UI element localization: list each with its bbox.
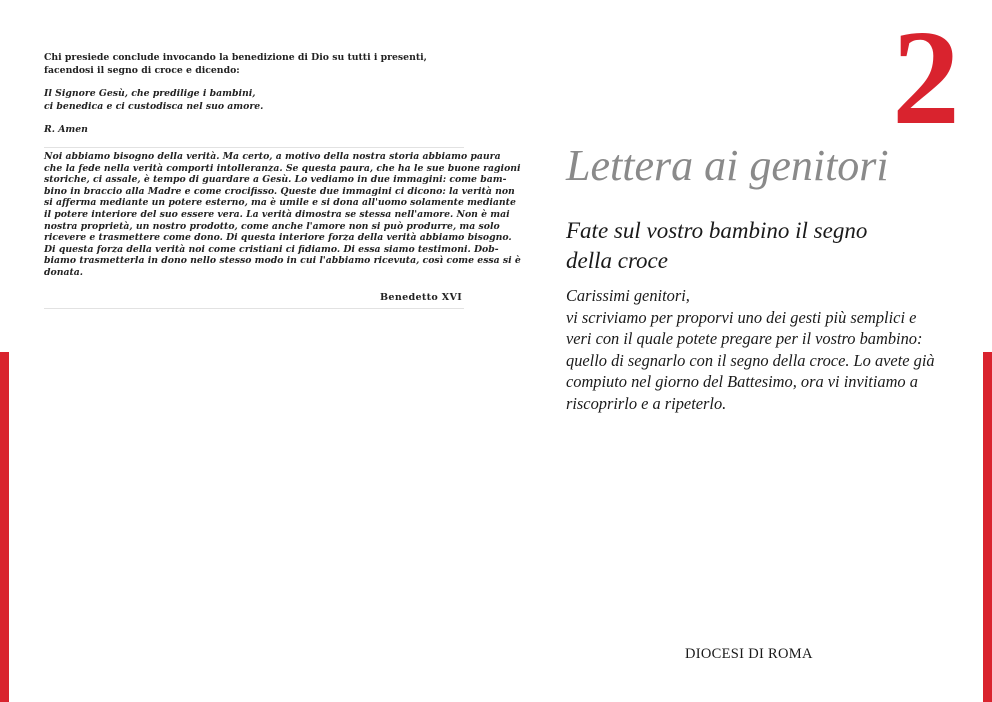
quote-line: storiche, ci assale, è tempo di guardare a Gesù. Lo vediamo in due immagini: come bam- (44, 174, 507, 186)
right-page (496, 0, 992, 702)
quote-line: Di questa forza della verità noi come cristiani ci fidiamo. Di essa siamo testimoni. Dob- (44, 243, 499, 255)
accent-bar-left (0, 352, 9, 702)
letter-line: compiuto nel giorno del Battesimo, ora vi invitiamo a (566, 372, 918, 391)
response-amen: R. Amen (44, 124, 88, 135)
letter-line: quello di segnarlo con il segno della croce. Lo avete già (566, 350, 935, 370)
quote-line: nostra proprietà, un nostro prodotto, come anche l'amore non si può produrre, ma solo (44, 220, 500, 232)
quote-line: si afferma mediante un potere esterno, ma è umile e si dona all'uomo solamente mediante (44, 197, 516, 209)
letter-body (566, 285, 946, 414)
quote-author: Benedetto XVI (380, 292, 462, 303)
intro-paragraph: Chi presiede conclude invocando la benedizione di Dio su tutti i presenti, facendosi il segno di croce e dicendo: (44, 52, 427, 76)
letter-line: riscoprirlo e a ripeterlo. (566, 393, 727, 413)
blessing-line: Il Signore Gesù, che predilige i bambini, (44, 88, 256, 99)
blessing-line: ci benedica e ci custodisca nel suo amore. (44, 100, 264, 112)
blessing-text (44, 88, 464, 113)
letter-line: vi scriviamo per proporvi uno dei gesti più semplici e (566, 307, 917, 327)
quote-line: donata. (44, 266, 84, 278)
chapter-number: 2 (892, 3, 960, 153)
quote-line: Noi abbiamo bisogno della verità. Ma certo, a motivo della nostra storia abbiamo paura (44, 151, 501, 162)
quote-box (44, 147, 521, 309)
quote-line: ricevere e trasmettere come dono. Di questa interiore forza della verità abbiamo bisogno. (44, 232, 512, 244)
page-title: Lettera ai genitori (566, 141, 889, 190)
quote-text (44, 151, 521, 279)
accent-bar-right (983, 352, 992, 702)
letter-line: Carissimi genitori, (566, 286, 690, 305)
footer-diocese: DIOCESI DI ROMA (685, 646, 813, 662)
page-subtitle: Fate sul vostro bambino il segno della croce (566, 218, 868, 273)
letter-line: veri con il quale potete pregare per il vostro bambino: (566, 329, 923, 348)
quote-line: il potere interiore del suo essere vera. La verità dimostra se stessa nell'amore. Non è mai (44, 208, 510, 220)
quote-line: che la fede nella verità comporti intolleranza. Se questa paura, che ha le sue buone ragioni (44, 162, 521, 174)
quote-line: biamo trasmetterla in dono nello stesso modo in cui l'abbiamo ricevuta, così come essa si è (44, 255, 521, 267)
quote-line: bino in braccio alla Madre e come crocifisso. Queste due immagini ci dicono: la verità non (44, 185, 515, 197)
